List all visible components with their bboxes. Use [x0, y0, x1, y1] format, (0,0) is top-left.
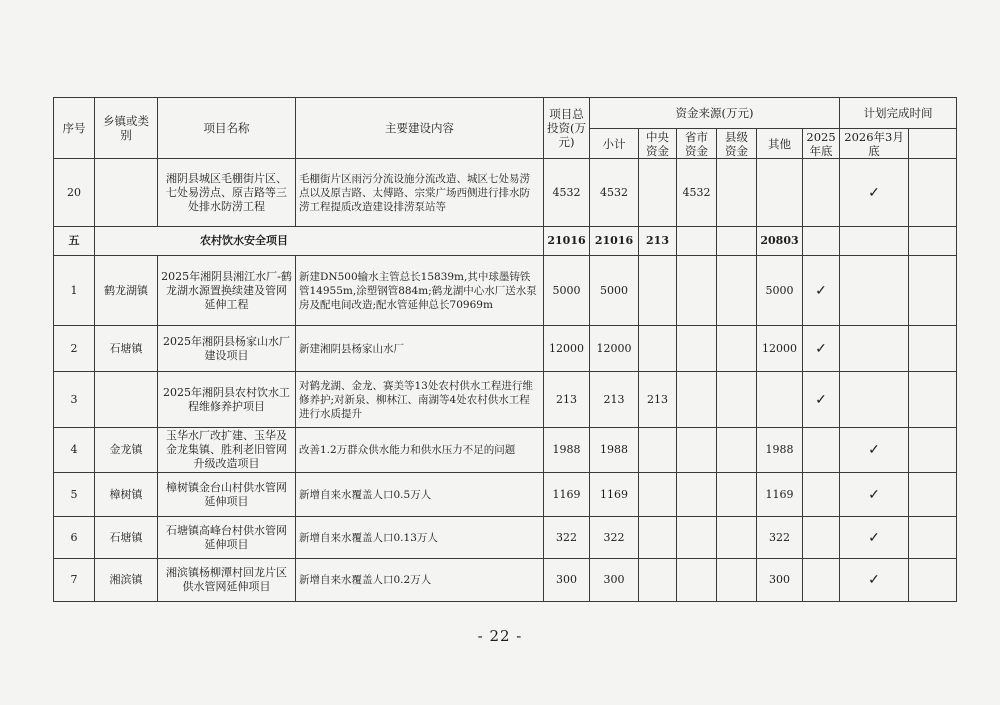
check-mark-icon: ✓	[803, 256, 840, 326]
row-county	[717, 473, 757, 517]
row-subtotal: 4532	[590, 159, 639, 227]
header-plan: 计划完成时间	[840, 98, 957, 129]
row-content: 对鹤龙湖、金龙、赛美等13处农村供水工程进行维修养护;对新泉、柳林江、南湖等4处农村供水工程进行水质提升	[296, 372, 544, 428]
header-total: 项目总投资(万元)	[544, 98, 590, 159]
row-total: 12000	[544, 326, 590, 372]
page-number: - 22 -	[477, 627, 523, 645]
row-content: 新增自来水覆盖人口0.13万人	[296, 517, 544, 559]
row-total: 1988	[544, 428, 590, 473]
section-title: 农村饮水安全项目	[95, 227, 544, 256]
row-central	[639, 473, 677, 517]
row-remark	[909, 256, 957, 326]
row-county	[717, 517, 757, 559]
row-name: 2025年湘阴县杨家山水厂建设项目	[158, 326, 296, 372]
row-central	[639, 326, 677, 372]
row-content: 新建DN500输水主管总长15839m,其中球墨铸铁管14955m,涂塑钢管884m;鹤龙湖中心水厂送水泵房及配电间改造;配水管延伸总长70969m	[296, 256, 544, 326]
row-remark	[909, 517, 957, 559]
row-plan-2026	[840, 326, 909, 372]
row-name: 2025年湘阴县农村饮水工程维修养护项目	[158, 372, 296, 428]
row-central	[639, 428, 677, 473]
row-other	[757, 372, 803, 428]
row-county	[717, 372, 757, 428]
row-provincial	[677, 559, 717, 602]
check-mark-icon: ✓	[803, 326, 840, 372]
check-mark-icon: ✓	[840, 517, 909, 559]
row-provincial: 4532	[677, 159, 717, 227]
row-content: 毛棚街片区雨污分流设施分流改造、城区七处易涝点以及原吉路、太傅路、宗棠广场西侧进行排水防涝工程提质改造建设排涝泵站等	[296, 159, 544, 227]
header-funding: 资金来源(万元)	[590, 98, 840, 129]
row-total: 322	[544, 517, 590, 559]
row-plan-2025	[803, 473, 840, 517]
table-row	[54, 326, 957, 372]
row-provincial	[677, 256, 717, 326]
row-subtotal: 1169	[590, 473, 639, 517]
section-seq: 五	[54, 227, 95, 256]
row-seq: 1	[54, 256, 95, 326]
row-central	[639, 256, 677, 326]
row-plan-2025	[803, 428, 840, 473]
row-county	[717, 428, 757, 473]
row-other: 1169	[757, 473, 803, 517]
section-central: 213	[639, 227, 677, 256]
header-content: 主要建设内容	[296, 98, 544, 159]
table-row	[54, 256, 957, 326]
row-central: 213	[639, 372, 677, 428]
header-subtotal: 小计	[590, 129, 639, 159]
row-content: 新增自来水覆盖人口0.2万人	[296, 559, 544, 602]
row-plan-2025	[803, 517, 840, 559]
row-remark	[909, 326, 957, 372]
section-county	[717, 227, 757, 256]
header-project-name: 项目名称	[158, 98, 296, 159]
project-table	[53, 97, 957, 602]
row-town: 石塘镇	[95, 326, 158, 372]
table-row	[54, 559, 957, 602]
row-town: 金龙镇	[95, 428, 158, 473]
section-subtotal: 21016	[590, 227, 639, 256]
row-town	[95, 372, 158, 428]
section-other: 20803	[757, 227, 803, 256]
row-central	[639, 559, 677, 602]
row-total: 1169	[544, 473, 590, 517]
table-row	[54, 517, 957, 559]
row-remark	[909, 428, 957, 473]
header-row-1	[54, 98, 957, 129]
row-subtotal: 12000	[590, 326, 639, 372]
row-town: 湘滨镇	[95, 559, 158, 602]
row-central	[639, 517, 677, 559]
row-remark	[909, 159, 957, 227]
row-other: 12000	[757, 326, 803, 372]
row-content: 新增自来水覆盖人口0.5万人	[296, 473, 544, 517]
header-provincial: 省市资金	[677, 129, 717, 159]
section-row	[54, 227, 957, 256]
header-central: 中央资金	[639, 129, 677, 159]
row-subtotal: 300	[590, 559, 639, 602]
row-seq: 20	[54, 159, 95, 227]
row-central	[639, 159, 677, 227]
row-other: 322	[757, 517, 803, 559]
row-plan-2025	[803, 159, 840, 227]
row-total: 4532	[544, 159, 590, 227]
section-total: 21016	[544, 227, 590, 256]
row-seq: 2	[54, 326, 95, 372]
row-provincial	[677, 517, 717, 559]
check-mark-icon: ✓	[803, 372, 840, 428]
row-provincial	[677, 428, 717, 473]
row-name: 樟树镇金台山村供水管网延伸项目	[158, 473, 296, 517]
row-plan-2026	[840, 256, 909, 326]
row-provincial	[677, 326, 717, 372]
section-provincial	[677, 227, 717, 256]
row-name: 湘滨镇杨柳潭村回龙片区供水管网延伸项目	[158, 559, 296, 602]
row-seq: 6	[54, 517, 95, 559]
row-county	[717, 159, 757, 227]
row-other: 1988	[757, 428, 803, 473]
row-remark	[909, 473, 957, 517]
table-row	[54, 473, 957, 517]
row-content: 改善1.2万群众供水能力和供水压力不足的问题	[296, 428, 544, 473]
row-name: 石塘镇高峰台村供水管网延伸项目	[158, 517, 296, 559]
row-county	[717, 559, 757, 602]
check-mark-icon: ✓	[840, 428, 909, 473]
row-seq: 4	[54, 428, 95, 473]
row-town: 樟树镇	[95, 473, 158, 517]
row-seq: 7	[54, 559, 95, 602]
row-other: 300	[757, 559, 803, 602]
check-mark-icon: ✓	[840, 559, 909, 602]
header-county: 县级资金	[717, 129, 757, 159]
row-remark	[909, 372, 957, 428]
row-plan-2026	[840, 372, 909, 428]
row-seq: 3	[54, 372, 95, 428]
row-total: 213	[544, 372, 590, 428]
row-town: 鹤龙湖镇	[95, 256, 158, 326]
table-row	[54, 372, 957, 428]
row-remark	[909, 559, 957, 602]
row-name: 2025年湘阴县湘江水厂-鹤龙湖水源置换续建及管网延伸工程	[158, 256, 296, 326]
row-subtotal: 5000	[590, 256, 639, 326]
header-plan-2026: 2026年3月底	[840, 129, 909, 159]
row-name: 湘阴县城区毛棚街片区、七处易涝点、原吉路等三处排水防涝工程	[158, 159, 296, 227]
check-mark-icon: ✓	[840, 159, 909, 227]
row-town: 石塘镇	[95, 517, 158, 559]
section-plan-2025	[803, 227, 840, 256]
row-provincial	[677, 473, 717, 517]
row-other: 5000	[757, 256, 803, 326]
row-subtotal: 1988	[590, 428, 639, 473]
row-plan-2025	[803, 559, 840, 602]
header-plan-2025: 2025年底	[803, 129, 840, 159]
row-town	[95, 159, 158, 227]
table-row	[54, 159, 957, 227]
row-seq: 5	[54, 473, 95, 517]
section-remark	[909, 227, 957, 256]
row-county	[717, 326, 757, 372]
table-row	[54, 428, 957, 473]
header-town: 乡镇或类别	[95, 98, 158, 159]
row-county	[717, 256, 757, 326]
check-mark-icon: ✓	[840, 473, 909, 517]
row-other	[757, 159, 803, 227]
row-total: 300	[544, 559, 590, 602]
row-subtotal: 213	[590, 372, 639, 428]
row-content: 新建湘阴县杨家山水厂	[296, 326, 544, 372]
header-seq: 序号	[54, 98, 95, 159]
row-provincial	[677, 372, 717, 428]
section-plan-2026	[840, 227, 909, 256]
row-total: 5000	[544, 256, 590, 326]
row-name: 玉华水厂改扩建、玉华及金龙集镇、胜利老旧管网升级改造项目	[158, 428, 296, 473]
header-other: 其他	[757, 129, 803, 159]
row-subtotal: 322	[590, 517, 639, 559]
